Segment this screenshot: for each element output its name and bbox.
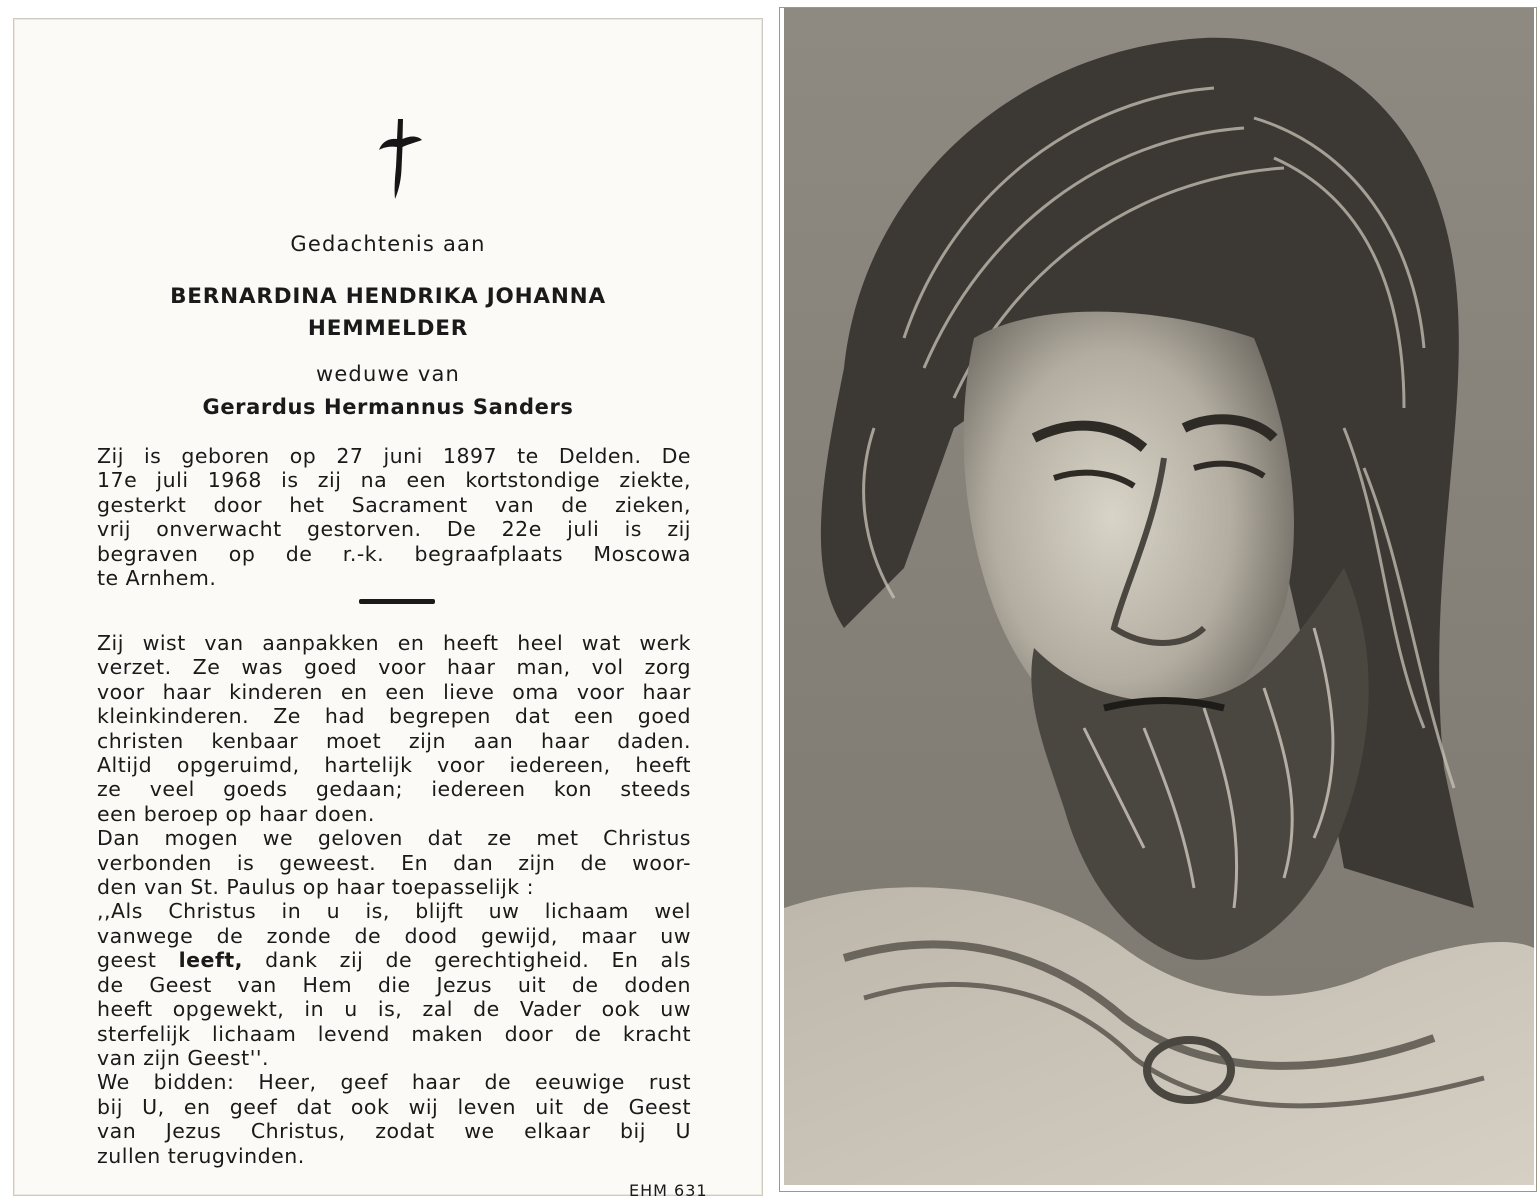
paragraph-line: een beroep op haar doen. — [97, 801, 375, 826]
paragraph-line-geest — [97, 948, 691, 972]
deceased-name — [14, 281, 762, 345]
paragraph-line: ,,Als Christus in u is, blijft uw lichaam wel — [97, 899, 691, 924]
paragraph-line: gesterkt door het Sacrament van de zieken, — [97, 492, 691, 517]
section-divider — [359, 599, 435, 604]
print-code: EHM 631 — [629, 1181, 708, 1200]
paragraph-line: vanwege de zonde de dood gewijd, maar uw — [97, 923, 691, 948]
paragraph-line: 17e juli 1968 is zij na een kortstondige ziekte, — [97, 468, 691, 493]
tribute-paragraph — [97, 631, 691, 1168]
paragraph-line: te Arnhem. — [97, 566, 217, 591]
paragraph-line: van Jezus Christus, zodat we elkaar bij U — [97, 1119, 691, 1144]
paragraph-line: christen kenbaar moet zijn aan haar daden. — [97, 728, 691, 753]
geest-text-rest: dank zij de gerechtigheid. En als — [242, 948, 691, 973]
paragraph-line: zullen terugvinden. — [97, 1143, 305, 1168]
geest-text: geest — [97, 948, 179, 973]
paragraph-line: Zij is geboren op 27 juni 1897 te Delden. De — [97, 444, 691, 468]
paragraph-line: heeft opgewekt, in u is, zal de Vader ook uw — [97, 997, 691, 1022]
leeft-emphasis: leeft, — [178, 948, 243, 973]
spouse-name: Gerardus Hermannus Sanders — [202, 395, 574, 419]
memorial-card-picture-side — [779, 7, 1537, 1192]
paragraph-line: verzet. Ze was goed voor haar man, vol zorg — [97, 655, 691, 680]
widow-label: weduwe van — [315, 362, 461, 386]
paragraph-line: begraven op de r.-k. begraafplaats Moscowa — [97, 541, 691, 566]
paragraph-line: ze veel goeds gedaan; iedereen kon steeds — [97, 777, 691, 802]
deceased-name-line-1: BERNARDINA HENDRIKA JOHANNA — [170, 284, 606, 309]
paragraph-line: kleinkinderen. Ze had begrepen dat een goed — [97, 704, 691, 729]
deceased-name-line-2: HEMMELDER — [307, 316, 469, 341]
paragraph-line: verbonden is geweest. En dan zijn de woor- — [97, 850, 691, 875]
paragraph-line: Zij wist van aanpakken en heeft heel wat werk — [97, 631, 691, 655]
paragraph-line: sterfelijk lichaam levend maken door de kracht — [97, 1021, 691, 1046]
paragraph-line: We bidden: Heer, geef haar de eeuwige rust — [97, 1070, 691, 1095]
paragraph-line: van zijn Geest''. — [97, 1045, 269, 1070]
biography-paragraph — [97, 444, 691, 590]
paragraph-line: vrij onverwacht gestorven. De 22e juli is zij — [97, 517, 691, 542]
paragraph-line: den van St. Paulus op haar toepasselijk : — [97, 875, 535, 900]
christ-sculpture-image — [784, 8, 1534, 1185]
paragraph-line: voor haar kinderen en een lieve oma voor haar — [97, 679, 691, 704]
paragraph-line: bij U, en geef dat ook wij leven uit de Geest — [97, 1094, 691, 1119]
paragraph-line: Altijd opgeruimd, hartelijk voor iedereen, heeft — [97, 753, 691, 778]
cross-icon — [376, 117, 426, 201]
paragraph-line: de Geest van Hem die Jezus uit de doden — [97, 972, 691, 997]
memorial-card-text-side — [13, 18, 763, 1200]
paragraph-line: Dan mogen we geloven dat ze met Christus — [97, 826, 691, 851]
memorial-intro: Gedachtenis aan — [290, 232, 486, 256]
